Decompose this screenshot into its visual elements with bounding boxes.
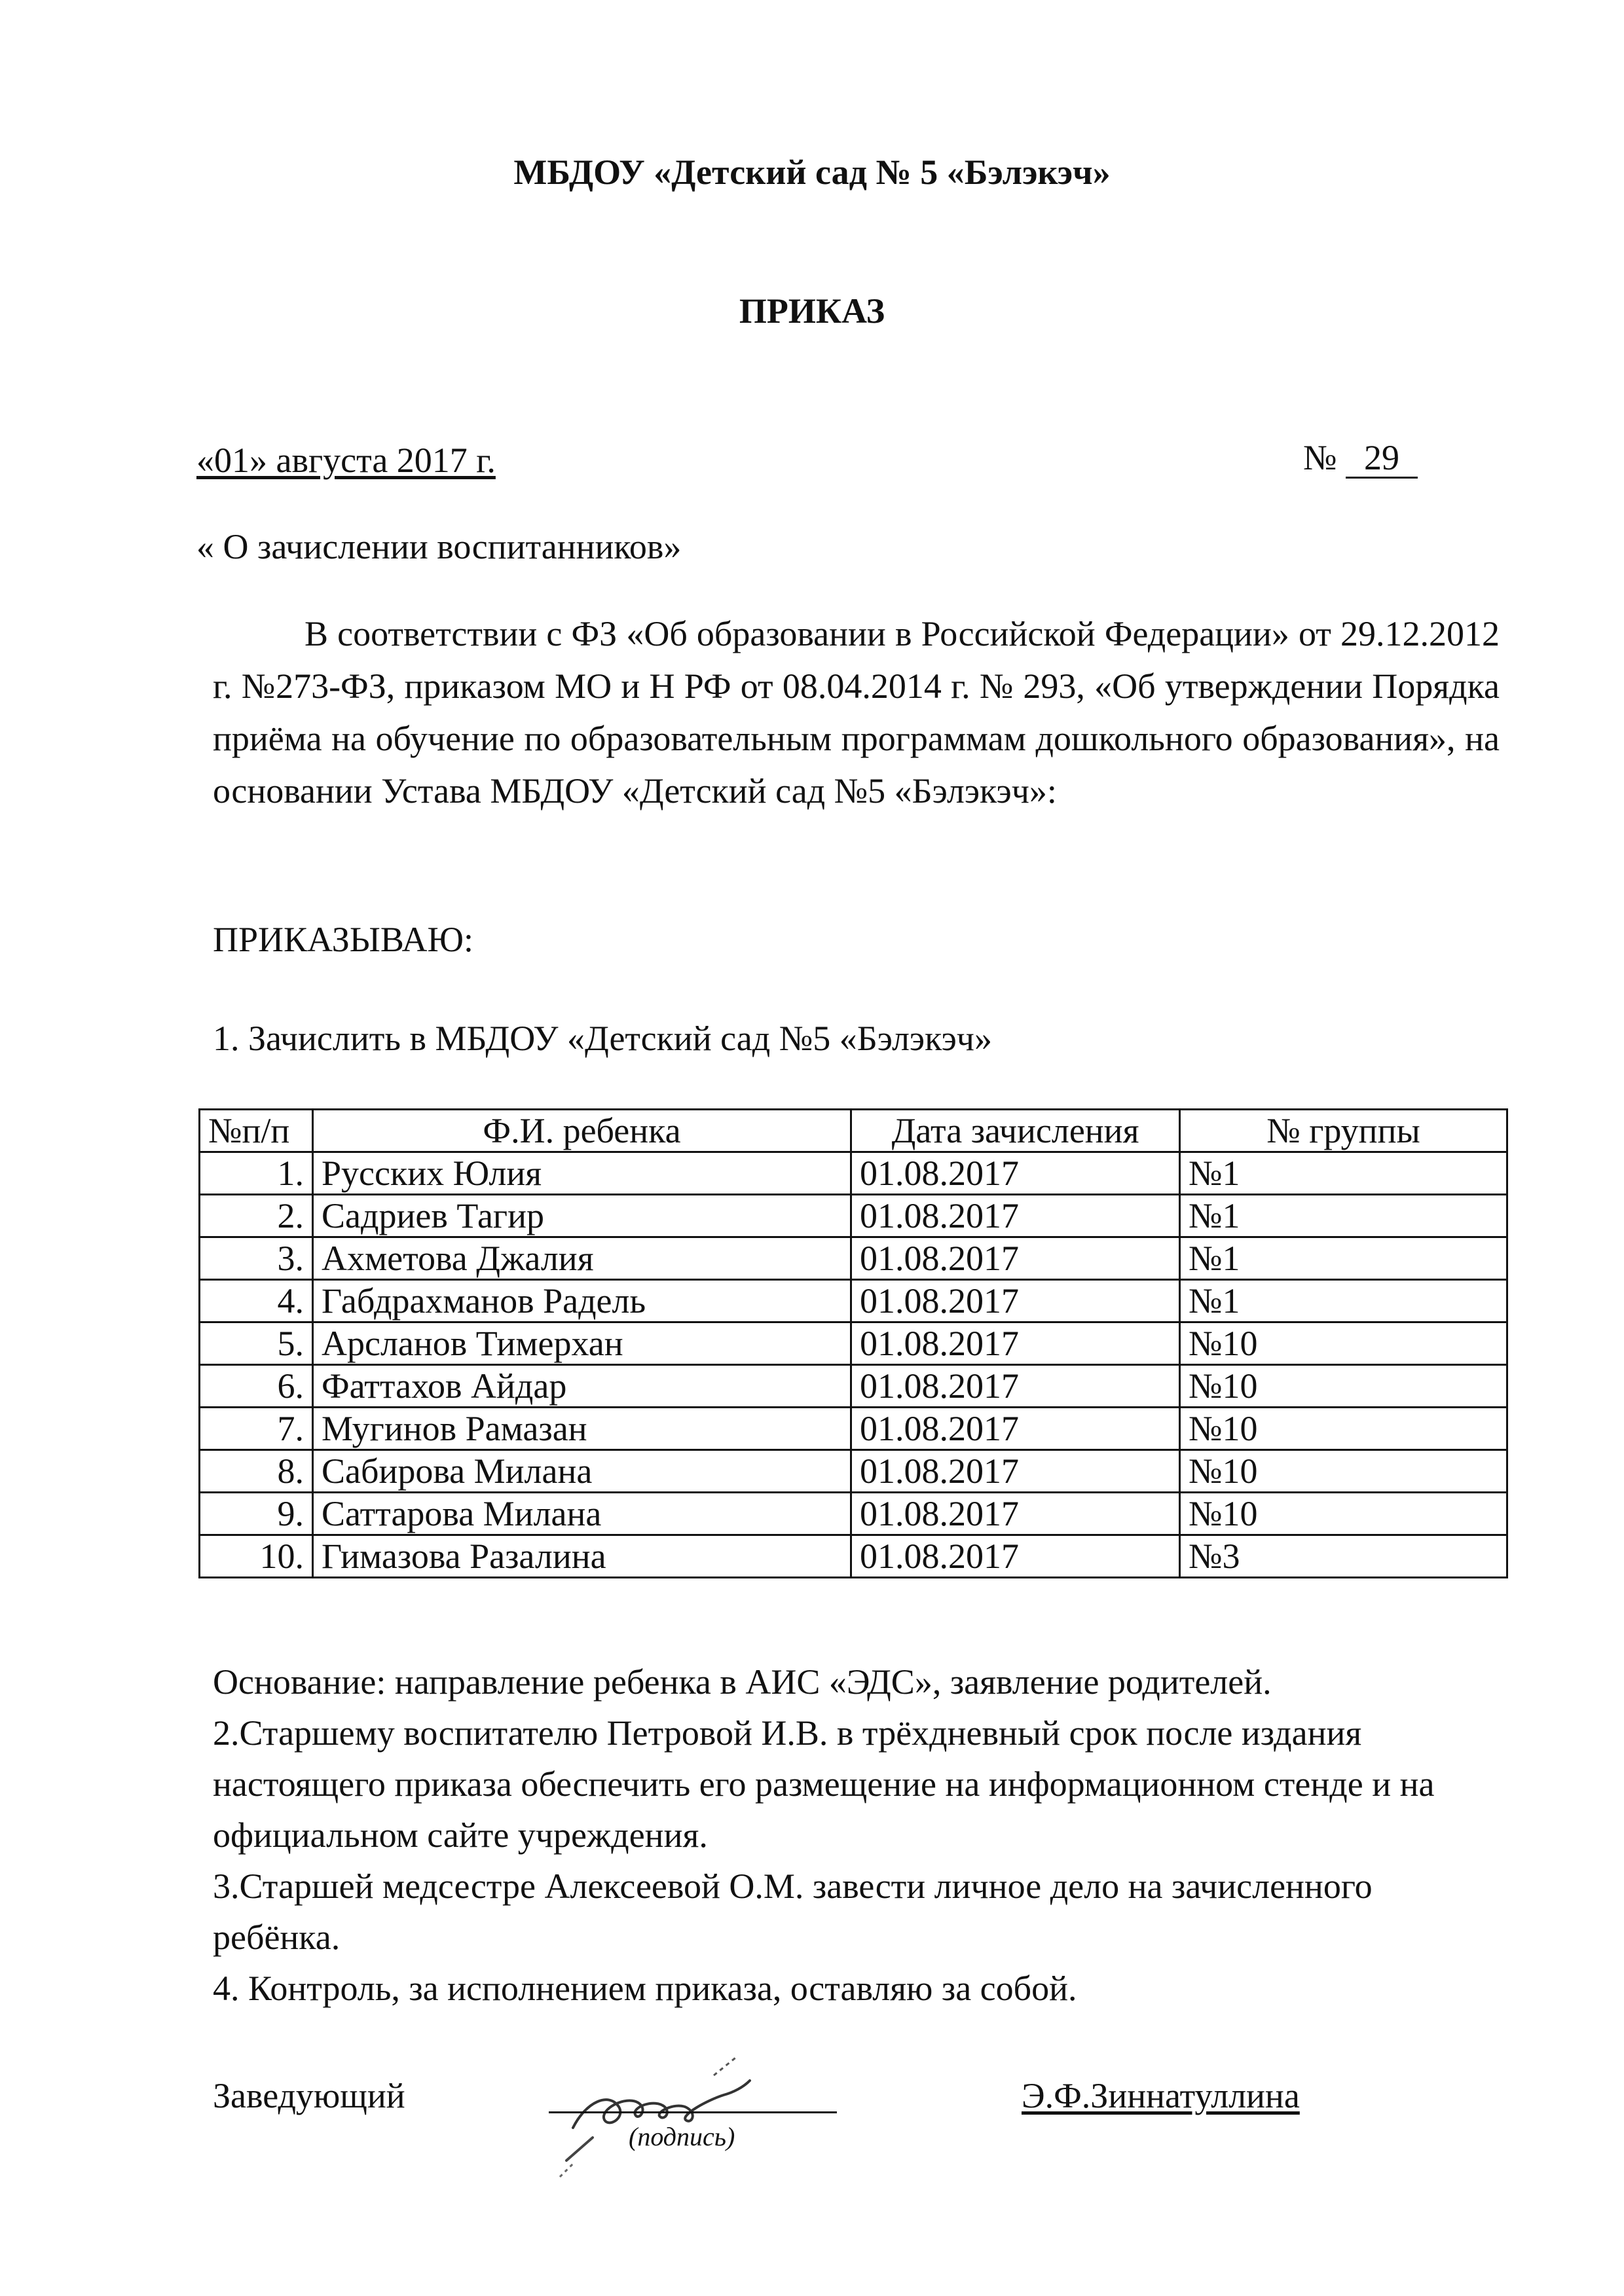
handwritten-signature <box>547 2030 783 2180</box>
row-number: 6. <box>200 1365 313 1408</box>
row-child-name: Саттарова Милана <box>313 1493 851 1535</box>
order-date: «01» августа 2017 г. <box>196 441 496 480</box>
row-enrollment-date: 01.08.2017 <box>851 1237 1180 1280</box>
row-enrollment-date: 01.08.2017 <box>851 1195 1180 1237</box>
row-enrollment-date: 01.08.2017 <box>851 1280 1180 1322</box>
table-row <box>200 1280 1507 1322</box>
row-enrollment-date: 01.08.2017 <box>851 1408 1180 1450</box>
row-number: 1. <box>200 1152 313 1195</box>
item-1-text: 1. Зачислить в МБДОУ «Детский сад №5 «Бэлэкэч» <box>213 1019 992 1058</box>
row-child-name: Садриев Тагир <box>313 1195 851 1237</box>
row-group-number: №10 <box>1180 1322 1507 1365</box>
basis-text: Основание: направление ребенка в АИС «ЭДС», заявление родителей. <box>213 1662 1272 1702</box>
row-child-name: Мугинов Рамазан <box>313 1408 851 1450</box>
row-number: 5. <box>200 1322 313 1365</box>
row-group-number: №10 <box>1180 1493 1507 1535</box>
row-group-number: №10 <box>1180 1450 1507 1493</box>
row-group-number: №10 <box>1180 1408 1507 1450</box>
header-group-number: № группы <box>1180 1110 1507 1152</box>
row-child-name: Сабирова Милана <box>313 1450 851 1493</box>
signer-name: Э.Ф.Зиннатуллина <box>1022 2076 1300 2115</box>
header-number: №п/п <box>200 1110 313 1152</box>
row-enrollment-date: 01.08.2017 <box>851 1152 1180 1195</box>
row-enrollment-date: 01.08.2017 <box>851 1322 1180 1365</box>
signer-role: Заведующий <box>213 2076 405 2115</box>
row-group-number: №1 <box>1180 1237 1507 1280</box>
order-number-label: № <box>1303 438 1337 477</box>
order-subject: « О зачислении воспитанников» <box>196 527 682 566</box>
row-number: 7. <box>200 1408 313 1450</box>
row-group-number: №3 <box>1180 1535 1507 1578</box>
row-enrollment-date: 01.08.2017 <box>851 1493 1180 1535</box>
row-enrollment-date: 01.08.2017 <box>851 1535 1180 1578</box>
signature-line <box>549 2111 837 2113</box>
item-3-text: 3.Старшей медсестре Алексеевой О.М. завести личное дело на зачисленного ребёнка. <box>213 1867 1373 1957</box>
row-child-name: Фаттахов Айдар <box>313 1365 851 1408</box>
document-title: ПРИКАЗ <box>739 291 885 331</box>
row-number: 4. <box>200 1280 313 1322</box>
preamble-paragraph: В соответствии с ФЗ «Об образовании в Российской Федерации» от 29.12.2012 г. №273-ФЗ, приказом МО и Н РФ от 08.04.2014 г. № 293, «Об утверждении Порядка приёма на обучение по образовательным программам дошкольного образования», на основании Устава МБДОУ «Детский сад №5 «Бэлэкэч»: <box>213 614 1500 811</box>
row-child-name: Русских Юлия <box>313 1152 851 1195</box>
row-group-number: №1 <box>1180 1195 1507 1237</box>
table-header-row <box>200 1110 1507 1152</box>
row-number: 10. <box>200 1535 313 1578</box>
table-row <box>200 1152 1507 1195</box>
row-group-number: №10 <box>1180 1365 1507 1408</box>
row-group-number: №1 <box>1180 1152 1507 1195</box>
organization-name: МБДОУ «Детский сад № 5 «Бэлэкэч» <box>513 153 1111 192</box>
row-child-name: Габдрахманов Радель <box>313 1280 851 1322</box>
table-row <box>200 1237 1507 1280</box>
header-child-name: Ф.И. ребенка <box>313 1110 851 1152</box>
table-row <box>200 1408 1507 1450</box>
row-number: 9. <box>200 1493 313 1535</box>
row-child-name: Ахметова Джалия <box>313 1237 851 1280</box>
order-number <box>1303 437 1418 479</box>
item-2-text: 2.Старшему воспитателю Петровой И.В. в трёхдневный срок после издания настоящего приказа обеспечить его размещение на информационном стенде и на официальном сайте учреждения. <box>213 1713 1435 1855</box>
row-group-number: №1 <box>1180 1280 1507 1322</box>
item-4-text: 4. Контроль, за исполнением приказа, оставляю за собой. <box>213 1969 1077 2008</box>
header-enrollment-date: Дата зачисления <box>851 1110 1180 1152</box>
table-row <box>200 1535 1507 1578</box>
row-number: 8. <box>200 1450 313 1493</box>
table-row <box>200 1322 1507 1365</box>
row-enrollment-date: 01.08.2017 <box>851 1365 1180 1408</box>
row-child-name: Гимазова Разалина <box>313 1535 851 1578</box>
table-row <box>200 1195 1507 1237</box>
table-row <box>200 1450 1507 1493</box>
row-number: 3. <box>200 1237 313 1280</box>
table-row <box>200 1365 1507 1408</box>
row-number: 2. <box>200 1195 313 1237</box>
order-number-value: 29 <box>1346 439 1418 479</box>
table-row <box>200 1493 1507 1535</box>
order-items <box>213 1656 1500 2014</box>
order-directive: ПРИКАЗЫВАЮ: <box>213 920 473 959</box>
row-child-name: Арсланов Тимерхан <box>313 1322 851 1365</box>
row-enrollment-date: 01.08.2017 <box>851 1450 1180 1493</box>
signature-caption: (подпись) <box>629 2122 735 2151</box>
enrollment-table <box>198 1108 1508 1578</box>
